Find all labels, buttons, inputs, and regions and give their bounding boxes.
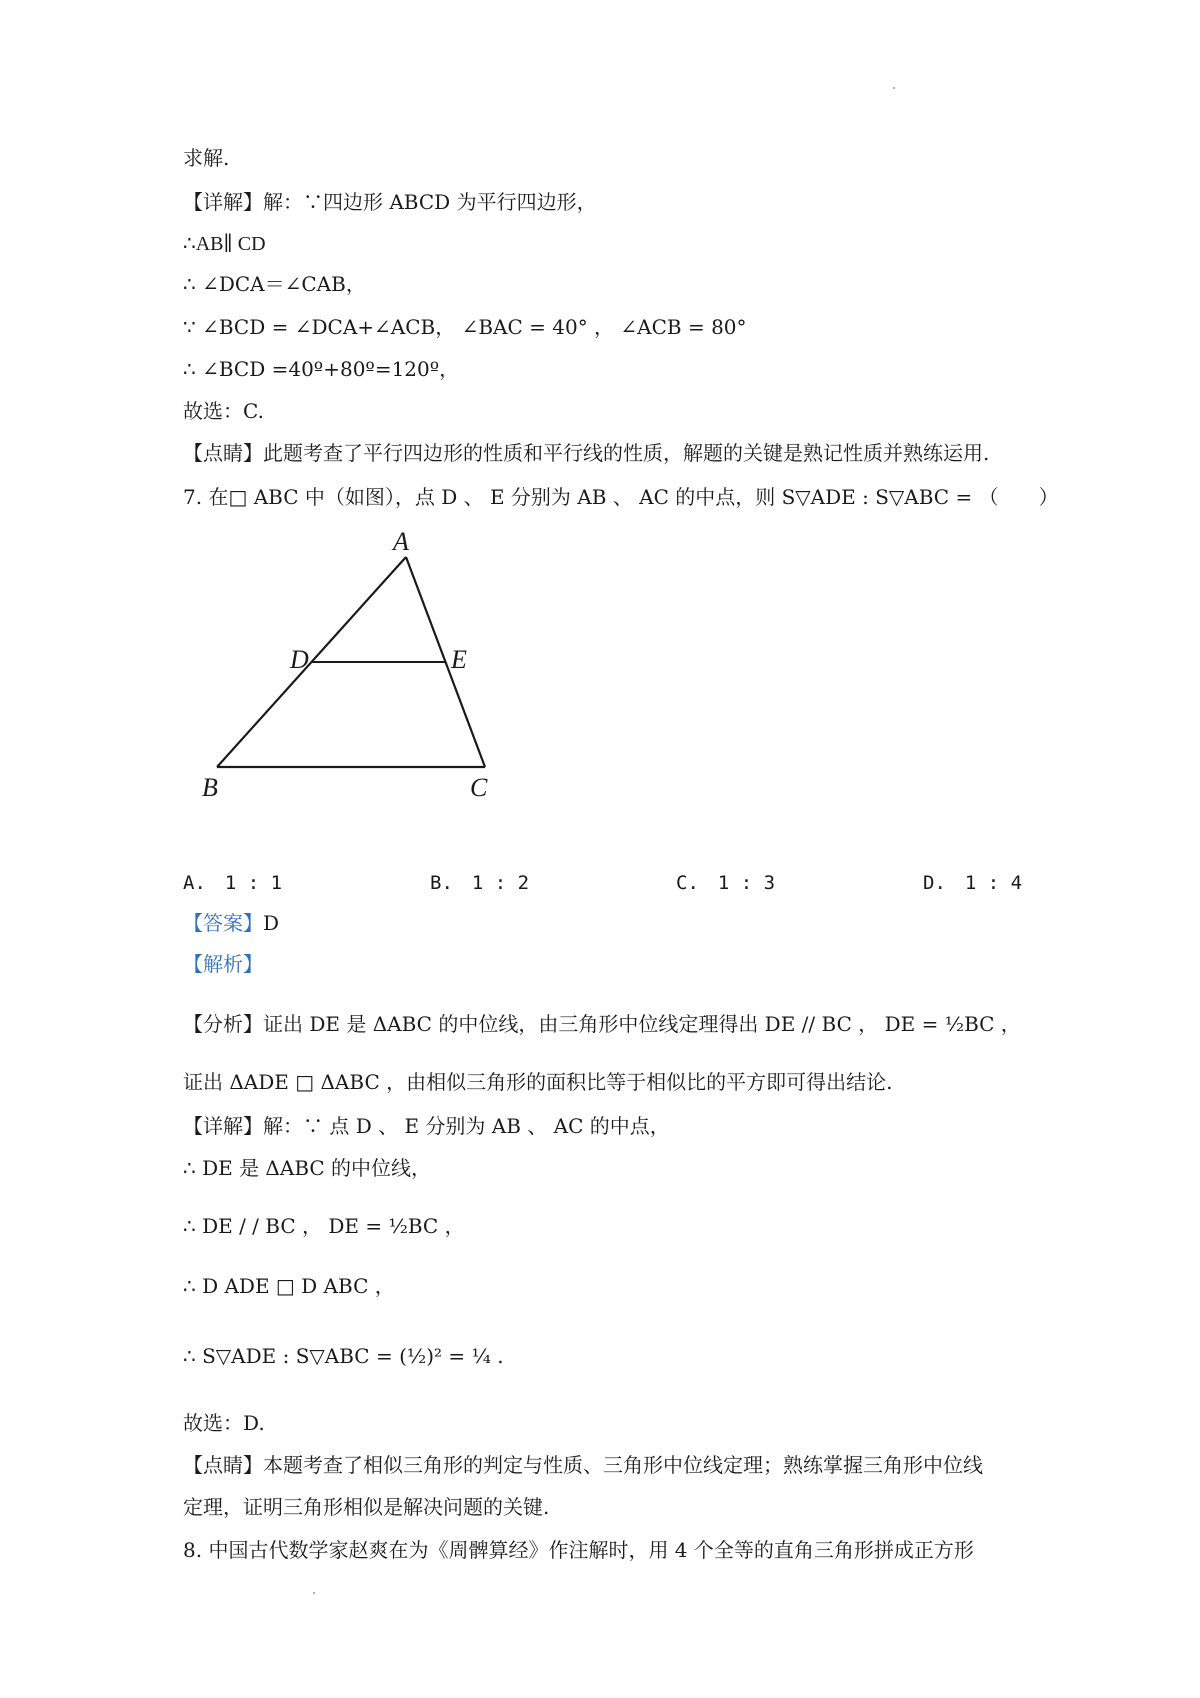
vertex-label-c: C (470, 773, 488, 802)
analysis-line: 【分析】证出 DE 是 ΔABC 的中位线，由三角形中位线定理得出 DE // BC ， DE = ½BC ， (183, 1012, 1021, 1036)
question-8: 8. 中国古代数学家赵爽在为《周髀算经》作注解时，用 4 个全等的直角三角形拼成正方形 (183, 1538, 974, 1562)
answer-value: D (263, 911, 280, 935)
text-line: 故选：C. (183, 399, 264, 423)
detail-line: ∴ D ADE □ D ABC ， (183, 1274, 395, 1298)
detail-line: ∴ DE / / BC ， DE = ½BC ， (183, 1214, 465, 1238)
text-line: 【点睛】此题考查了平行四边形的性质和平行线的性质，解题的关键是熟记性质并熟练运用. (183, 441, 990, 465)
math-line: ∴ ∠DCA＝∠CAB， (183, 272, 366, 296)
detail-line: ∴ S▽ADE : S▽ABC = (½)² = ¼ . (183, 1344, 504, 1368)
option-d: D. 1 : 4 (923, 872, 1023, 894)
math-line: ∴AB∥ CD (183, 233, 266, 255)
vertex-label-e: E (451, 645, 467, 674)
math-line: ∴ ∠BCD =40º+80º=120º， (183, 357, 460, 381)
vertex-label-d: D (290, 645, 309, 674)
option-b: B. 1 : 2 (430, 872, 530, 894)
option-c: C. 1 : 3 (676, 872, 776, 894)
option-a: A. 1 : 1 (183, 872, 283, 894)
text-line: 【点睛】本题考查了相似三角形的判定与性质、三角形中位线定理；熟练掌握三角形中位线 (183, 1453, 983, 1477)
vertex-label-b: B (202, 773, 218, 802)
text-line: 故选：D. (183, 1411, 265, 1435)
scan-dot (893, 87, 895, 89)
answer-line (183, 909, 279, 937)
scan-dot (313, 1592, 315, 1594)
vertex-label-a: A (393, 527, 409, 556)
analysis-label: 【解析】 (183, 952, 263, 976)
question-7: 7. 在□ ABC 中（如图），点 D 、 E 分别为 AB 、 AC 的中点，则 S▽ADE : S▽ABC = （ ） (183, 485, 1059, 509)
answer-label: 【答案】 (183, 911, 263, 935)
math-line: ∵ ∠BCD = ∠DCA+∠ACB， ∠BAC = 40° ， ∠ACB = 80° (183, 315, 747, 339)
text-line: 定理，证明三角形相似是解决问题的关键. (183, 1495, 550, 1519)
detail-line: ∴ DE 是 ΔABC 的中位线， (183, 1156, 432, 1180)
text-line: 求解. (183, 146, 230, 170)
detail-line: 【详解】解：∵ 点 D 、 E 分别为 AB 、 AC 的中点， (183, 1114, 670, 1138)
triangle-figure (190, 520, 500, 810)
text-line: 【详解】解：∵四边形 ABCD 为平行四边形， (183, 190, 597, 214)
analysis-line: 证出 ΔADE □ ΔABC ，由相似三角形的面积比等于相似比的平方即可得出结论. (183, 1070, 893, 1094)
